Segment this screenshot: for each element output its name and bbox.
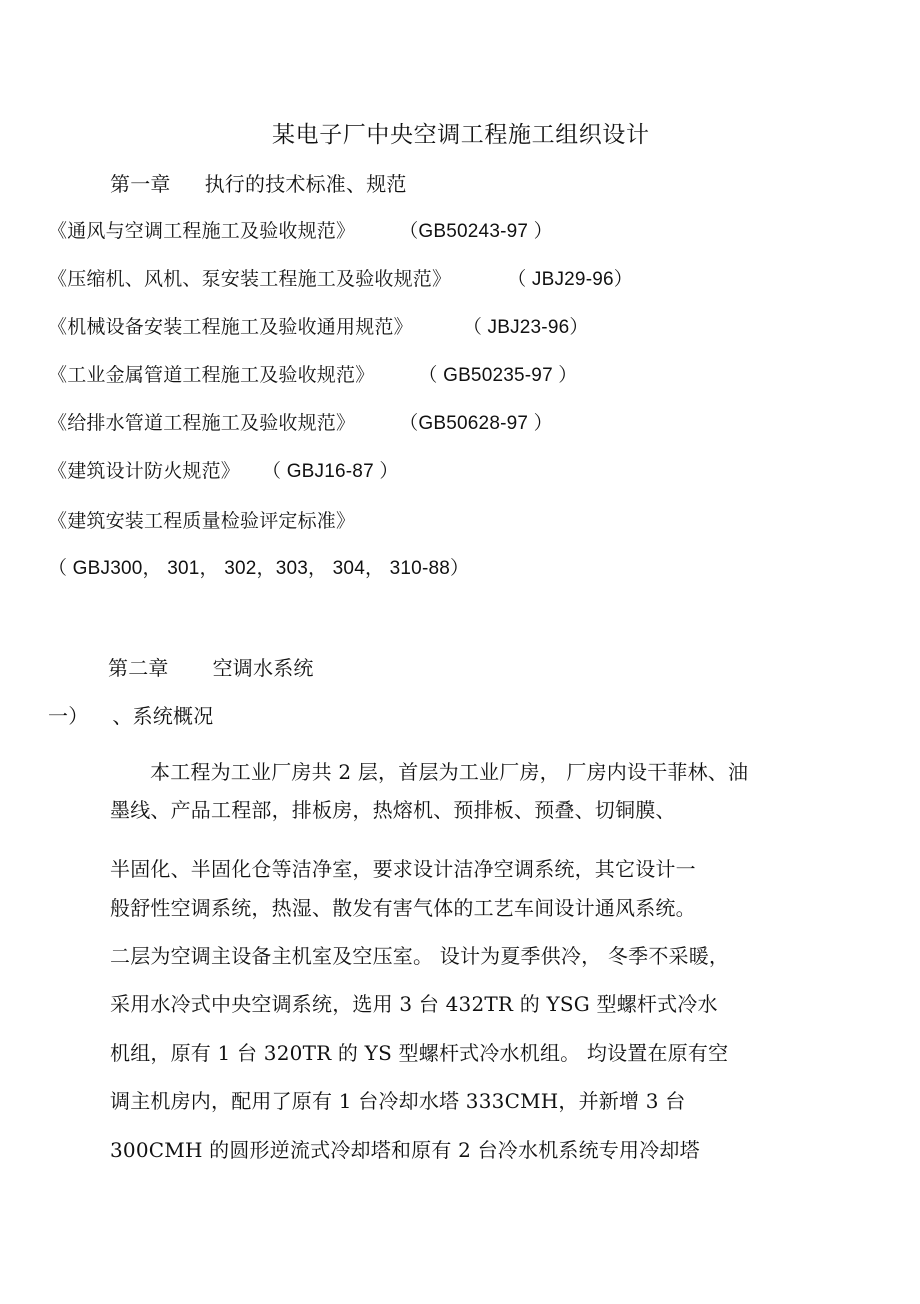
- document-title: 某电子厂中央空调工程施工组织设计: [272, 122, 650, 148]
- section-title: 、系统概况: [112, 704, 214, 728]
- standard-name: 《给排水管道工程施工及验收规范》: [48, 412, 356, 434]
- standard-name: 《压缩机、风机、泵安装工程施工及验收规范》: [48, 268, 452, 290]
- paragraph-line: 二层为空调主设备主机室及空压室。 设计为夏季供冷， 冬季不采暖，: [110, 944, 730, 968]
- standard-item: [48, 318, 589, 337]
- paragraph-line: 般舒性空调系统，热湿、散发有害气体的工艺车间设计通风系统。: [110, 896, 696, 920]
- chapter-1-heading: [110, 174, 407, 194]
- chapter-1-label: 第一章: [110, 172, 171, 196]
- standard-item: [48, 366, 578, 385]
- standard-name: 《通风与空调工程施工及验收规范》: [48, 220, 356, 242]
- standard-code: （GB50243-97 ）: [399, 221, 553, 242]
- section-label: 一）: [48, 704, 89, 728]
- standard-code: （ GB50235-97 ）: [418, 365, 578, 386]
- paragraph-line: 调主机房内，配用了原有 1 台冷却水塔 333CMH，并新增 3 台: [110, 1089, 686, 1113]
- standard-code: （ GBJ16-87 ）: [262, 461, 399, 482]
- standard-code: （GB50628-97 ）: [399, 413, 553, 434]
- chapter-2-heading: [108, 658, 314, 678]
- standard-item: [48, 270, 633, 289]
- paragraph-line: 本工程为工业厂房共 2 层，首层为工业厂房， 厂房内设干菲林、油: [150, 760, 749, 784]
- chapter-2-label: 第二章: [108, 656, 169, 680]
- standard-item: [48, 222, 553, 241]
- paragraph-line: 300CMH 的圆形逆流式冷却塔和原有 2 台冷水机系统专用冷却塔: [110, 1138, 700, 1162]
- paragraph-line: 半固化、半固化仓等洁净室，要求设计洁净空调系统，其它设计一: [110, 857, 696, 881]
- standard-name: 《建筑安装工程质量检验评定标准》: [48, 510, 356, 532]
- paragraph-line: 墨线、产品工程部，排板房，热熔机、预排板、预叠、切铜膜、: [110, 798, 676, 822]
- chapter-1-title: 执行的技术标准、规范: [204, 172, 407, 196]
- standard-name: 《机械设备安装工程施工及验收通用规范》: [48, 316, 413, 338]
- paragraph-line: 机组，原有 1 台 320TR 的 YS 型螺杆式冷水机组。 均设置在原有空: [110, 1041, 729, 1065]
- chapter-2-title: 空调水系统: [212, 656, 314, 680]
- standard-item: [48, 414, 553, 433]
- paragraph-line: 采用水冷式中央空调系统，选用 3 台 432TR 的 YSG 型螺杆式冷水: [110, 992, 718, 1016]
- standard-item: [48, 512, 355, 531]
- standard-codes-line: （ GBJ300， 301， 302，303， 304， 310-88）: [48, 558, 470, 579]
- standard-code: （ JBJ29-96）: [507, 269, 633, 290]
- standard-name: 《工业金属管道工程施工及验收规范》: [48, 364, 375, 386]
- standard-name: 《建筑设计防火规范》: [48, 460, 241, 482]
- section-heading: [48, 706, 213, 726]
- standard-item: [48, 462, 399, 481]
- standard-code: （ JBJ23-96）: [462, 317, 589, 338]
